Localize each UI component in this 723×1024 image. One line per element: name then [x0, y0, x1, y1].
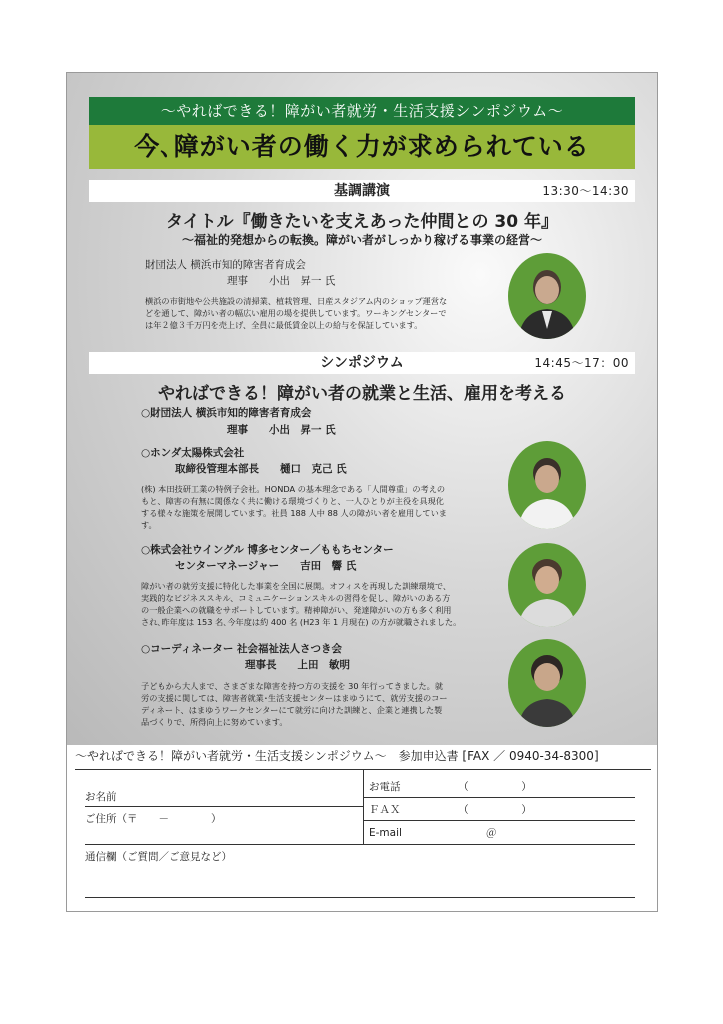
keynote-time: 13:30～14:30	[542, 184, 629, 198]
speaker-photo-ueda	[508, 639, 586, 727]
keynote-desc-line: 横浜の市街地や公共施設の清掃業、植栽管理、日産スタジアム内のショップ運営な	[145, 296, 448, 306]
panelist-desc-line: もと、障害の有無に関係なく共に働ける環境づくりと、一人ひとりが主役を具現化	[141, 496, 444, 506]
fax-field[interactable]	[363, 820, 635, 821]
symposium-label: シンポジウム	[320, 355, 404, 371]
keynote-org: 財団法人 横浜市知的障害者育成会	[145, 259, 306, 271]
panelist-desc-line: ディネート、はまゆうワークセンターにて就労に向けた訓練と、企業と連携した製	[141, 705, 443, 715]
headline-banner: 今､障がい者の働く力が求められている	[89, 125, 635, 169]
name-field[interactable]	[85, 806, 363, 807]
panelist-desc-line: 実践的なビジネススキル、コミュニケーションスキルの習得を促し、障がいのある方	[141, 593, 451, 603]
person-silhouette-icon	[508, 639, 586, 727]
panelist-3-org: ○株式会社ウイングル 博多センター／ももちセンター	[141, 544, 394, 556]
flyer-sheet	[66, 72, 658, 912]
keynote-desc-line: は年２億３千万円を売上げ、全員に最低賃金以上の給与を保証しています。	[145, 320, 423, 330]
panelist-1-org: ○財団法人 横浜市知的障害者育成会	[141, 407, 312, 419]
symposium-bar	[89, 352, 635, 374]
keynote-speaker: 理事 小出 昇一 氏	[227, 275, 336, 287]
panelist-desc-line: され､昨年度は 153 名､今年度は約 400 名 (H23 年 1 月現在) の方が就職されました。	[141, 617, 462, 627]
panelist-desc-line: す。	[141, 520, 157, 530]
panelist-desc-line: 労の支援に関しては、障害者就業･生活支援センターはまゆうにて、就労支援のコー	[141, 693, 448, 703]
symposium-time: 14:45～17：00	[534, 356, 629, 370]
email-label: E-mail ＠	[369, 827, 497, 839]
comment-field[interactable]	[85, 897, 635, 898]
address-label: ご住所（〒 － ）	[85, 813, 222, 825]
keynote-bar	[89, 180, 635, 202]
phone-field[interactable]	[363, 797, 635, 798]
keynote-description	[145, 295, 505, 331]
symposium-title: やればできる！障がい者の就業と生活、雇用を考える	[158, 384, 566, 404]
person-silhouette-icon	[508, 441, 586, 529]
coordinator-org: ○コーディネーター 社会福祉法人さつき会	[141, 643, 342, 655]
panelist-2-name: 取締役管理本部長 樋口 克己 氏	[175, 463, 347, 475]
speaker-photo-koide	[508, 253, 586, 339]
event-banner: ～やればできる！障がい者就労・生活支援シンポジウム～	[89, 97, 635, 125]
panelist-desc-line: の一般企業への就職をサポートしています。精神障がい、発達障がいの方も多く利用	[141, 605, 452, 615]
panelist-desc-line: する様々な施策を展開しています。社員 188 人中 88 人の障がい者を雇用していま	[141, 508, 447, 518]
keynote-title: タイトル『働きたいを支えあった仲間との 30 年』	[166, 212, 558, 232]
panelist-desc-line: 子どもから大人まで、さまざまな障害を持つ方の支援を 30 年行ってきました。就	[141, 681, 444, 691]
person-silhouette-icon	[508, 543, 586, 627]
panelist-desc-line: 障がい者の就労支援に特化した事業を全国に展開。オフィスを再現した訓練環境で、	[141, 581, 452, 591]
keynote-desc-line: どを通して、障がい者の幅広い雇用の場を提供しています。ワーキングセンターで	[145, 308, 447, 318]
speaker-photo-yoshida	[508, 543, 586, 627]
panelist-3-name: センターマネージャー 吉田 響 氏	[175, 560, 357, 572]
panelist-desc-line: (株) 本田技研工業の特例子会社。HONDA の基本理念である「人間尊重」の考えの	[141, 484, 446, 494]
person-silhouette-icon	[508, 253, 586, 339]
panelist-2-description	[141, 483, 501, 531]
form-header: ～やればできる！障がい者就労・生活支援シンポジウム～ 参加申込書 [FAX ／ 0940-34-8300]	[75, 749, 599, 763]
speaker-photo-higuchi	[508, 441, 586, 529]
coordinator-name: 理事長 上田 敏明	[245, 659, 350, 671]
email-field[interactable]	[85, 844, 635, 845]
coordinator-description	[141, 680, 501, 728]
keynote-subtitle: ～福祉的発想からの転換。障がい者がしっかり稼げる事業の経営～	[181, 233, 542, 247]
name-label: お名前	[85, 791, 117, 803]
panelist-2-org: ○ホンダ太陽株式会社	[141, 447, 245, 459]
comment-label: 通信欄（ご質問／ご意見など）	[85, 851, 232, 863]
form-column-divider	[363, 769, 364, 845]
panelist-desc-line: 品づくりで、所得向上に努めています。	[141, 717, 288, 727]
fax-label: ＦＡＸ （ ）	[369, 804, 532, 816]
panelist-1-name: 理事 小出 昇一 氏	[227, 424, 336, 436]
panelist-3-description	[141, 580, 501, 628]
keynote-label: 基調講演	[334, 183, 390, 199]
phone-label: お電話 （ ）	[369, 781, 532, 793]
